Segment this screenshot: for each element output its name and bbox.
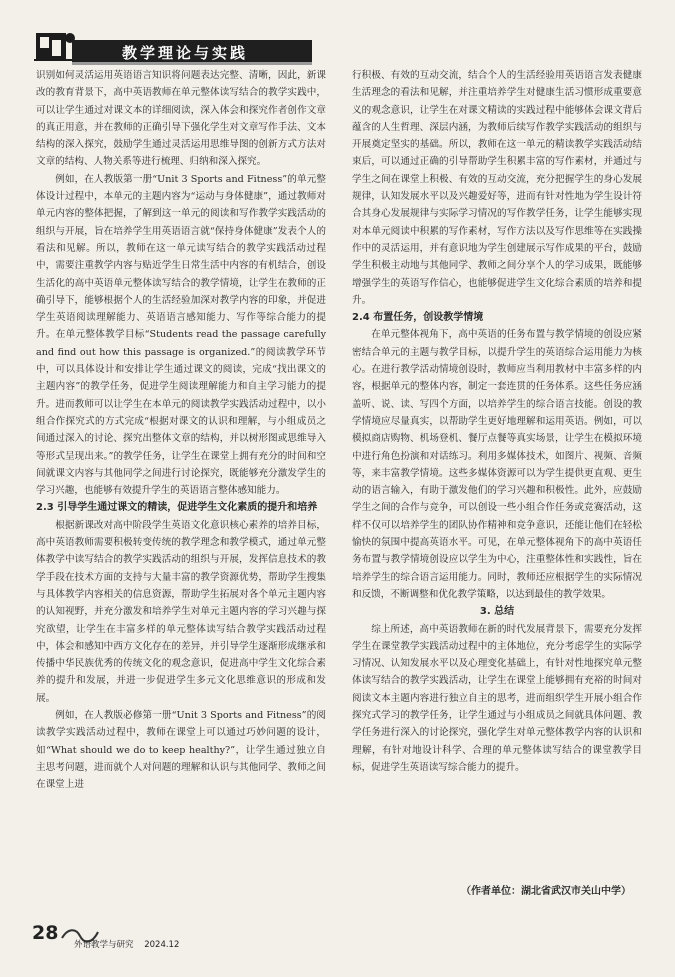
left-column — [36, 67, 326, 793]
author-affiliation: （作者单位：湖北省武汉市关山中学） — [461, 886, 631, 897]
section-heading: 2.4 布置任务，创设教学情境 — [352, 312, 484, 324]
section-heading: 2.3 引导学生通过课文的精读，促进学生文化素质的提升和培养 — [36, 502, 318, 514]
footer-journal-info — [74, 938, 179, 950]
body-paragraph: 行积极、有效的互动交流，结合个人的生活经验用英语语言发表健康生活理念的看法和见解，并注重培养学生对健康生活习惯形成重要意义的观念意识，让学生在对课文精读的实践过程中能够体会课文背后蕴含的人生哲理、深层内涵，为教师后续写作教学实践活动的组织与开展奠定坚实的基础。所以，教师在这一单元的精读教学实践活动结束后，可以通过正确的引导帮助学生积累丰富的写作素材，并通过与学生之间在课堂上积极、有效的互动交流，充分把握学生的身心发展规律，认知发展水平以及兴趣爱好等，进而有针对性地为学生设计符合其身心发展规律与实际学习情况的写作教学任务，让学生能够实现对本单元阅读中积累的写作素材，写作方法以及写作思维等在实践操作中的灵活运用，并有意识地为学生创建展示写作成果的平台，鼓励学生积极主动地与其他同学、教师之间分享个人的学习成果，既能够增强学生的英语写作信心，也能够促进学生文化综合素质的培养和提升。 — [352, 70, 642, 306]
page-number: 28 — [32, 922, 59, 944]
page-footer — [32, 922, 332, 952]
body-paragraph: 例如，在人教版第一册“Unit 3 Sports and Fitness”的单元整体设计过程中，本单元的主题内容为“运动与身体健康”，通过教师对单元内容的整体把握，了解到这一单元的阅读和写作教学实践活动的组织与开展，旨在培养学生用英语语言就“保持身体健康”发表个人的看法和见解。所以，教师在这一单元读写结合的教学实践活动过程中，需要注重教学内容与贴近学生日常生活中内容的有机结合，创设生活化的高中英语单元整体读写结合的教学情境，让学生在教师的正确引导下，能够根据个人的生活经验加深对教学内容的印象，并促进学生英语阅读理解能力、英语语言感知能力、写作等综合能力的提升。在单元整体教学目标“Students read the passage carefully and find out how this passage is organized.”的阅读教学环节中，可以具体设计和安排让学生通过课文的阅读，完成“找出课文的主题内容”的教学任务，促进学生阅读理解能力和自主学习能力的提升。进而教师可以让学生在本单元的阅读教学实践活动过程中，以小组合作探究式的方式完成“根据对课文的认识和理解，与小组成员之间通过深入的讨论、探究出整体文章的结构，并以树形图或思维导入等形式呈现出来。”的教学任务，让学生在课堂上拥有充分的时间和空间就课文内容与其他同学之间进行讨论探究，既能够充分激发学生的学习兴趣，也能够有效提升学生的英语语言整体感知能力。 — [36, 173, 326, 497]
section-heading: 3. 总结 — [479, 606, 515, 618]
body-paragraph: 识别如何灵活运用英语语言知识将问题表达完整、清晰，因此，新课改的教育背景下，高中英语教师在单元整体读写结合的教学实践中，可以让学生通过对课文本的详细阅读，深入体会和探究作者创作文章的真正用意，并在教师的正确引导下强化学生对文章写作手法、文本结构的深入探究，鼓励学生通过灵活运用思维导图的创新方式方法对文章的结构、人物关系等进行梳理、归纳和深入探究。 — [36, 70, 326, 168]
journal-name: 外语教学与研究 — [74, 940, 134, 950]
body-paragraph: 例如，在人教版必修第一册“Unit 3 Sports and Fitness”的阅读教学实践活动过程中，教师在课堂上可以通过巧妙问题的设计，如“What should we do to keep healthy?”，让学生通过独立自主思考问题，进而就个人对问题的理解和认识与其他同学、教师之间在课堂上进 — [36, 709, 326, 791]
section-title: 教学理论与实践 — [122, 44, 249, 62]
body-paragraph: 根据新课改对高中阶段学生英语文化意识核心素养的培养目标，高中英语教师需要积极转变传统的教学理念和教学模式，通过单元整体教学中读写结合的教学实践活动的组织与开展，发挥信息技术的教学手段在技术方面的支持与大量丰富的教学资源优势，帮助学生搜集与具体教学内容相关的信息资源，帮助学生拓展对各个单元主题内容的认知视野，并充分激发和培养学生对单元主题内容的学习兴趣与探究欲望，让学生在丰富多样的单元整体读写结合教学实践活动过程中，体会和感知中西方文化存在的差异，并引导学生逐渐形成继承和传播中华民族优秀的传统文化的观念意识，促进高中学生文化综合素养的提升和发展，并进一步促进学生多元文化思维意识的形成和发展。 — [36, 519, 326, 704]
header-title-bar — [72, 40, 312, 65]
body-paragraph: 在单元整体视角下，高中英语的任务布置与教学情境的创设应紧密结合单元的主题与教学目标，以提升学生的英语综合运用能力为核心。在进行教学活动情境创设时，教师应当利用教材中丰富多样的内容，根据单元的整体内容，制定一套连贯的任务体系。这些任务应涵盖听、说、读、写四个方面，以培养学生的综合语言技能。创设的教学情境应尽量真实，以帮助学生更好地理解和运用英语。例如，可以模拟商店购物、机场登机、餐厅点餐等真实场景，让学生在模拟环境中进行角色扮演和对话练习。利用多媒体技术，如图片、视频、音频等，来丰富教学情境。这些多媒体资源可以为学生提供更直观、更生动的语言输入，有助于激发他们的学习兴趣和积极性。此外，应鼓励学生之间的合作与竞争，可以创设一些小组合作任务或竞赛活动，这样不仅可以培养学生的团队协作精神和竞争意识，还能让他们在轻松愉快的氛围中提高英语水平。可见，在单元整体视角下的高中英语任务布置与教学情境创设应以学生为中心，注重整体性和实践性，旨在培养学生的综合语言运用能力。同时，教师还应根据学生的实际情况和反馈，不断调整和优化教学策略，以达到最佳的教学效果。 — [352, 329, 642, 600]
page-header — [32, 30, 362, 64]
body-paragraph: 综上所述，高中英语教师在新的时代发展背景下，需要充分发挥学生在课堂教学实践活动过程中的主体地位，充分考虑学生的实际学习情况、认知发展水平以及心理变化基础上，有针对性地探究单元整体读写结合的教学实践活动，让学生在课堂上能够拥有充裕的时间对阅读文本主题内容进行独立自主的思考，进而组织学生开展小组合作探究式学习的教学任务，让学生通过与小组成员之间就具体问题、教学任务进行深入的讨论探究，强化学生对单元整体教学内容的认识和理解，有针对地设计科学、合理的单元整体读写结合的课堂教学目标，促进学生英语读写综合能力的提升。 — [352, 623, 642, 773]
right-column — [352, 67, 642, 776]
issue-number: 2024.12 — [144, 940, 180, 950]
